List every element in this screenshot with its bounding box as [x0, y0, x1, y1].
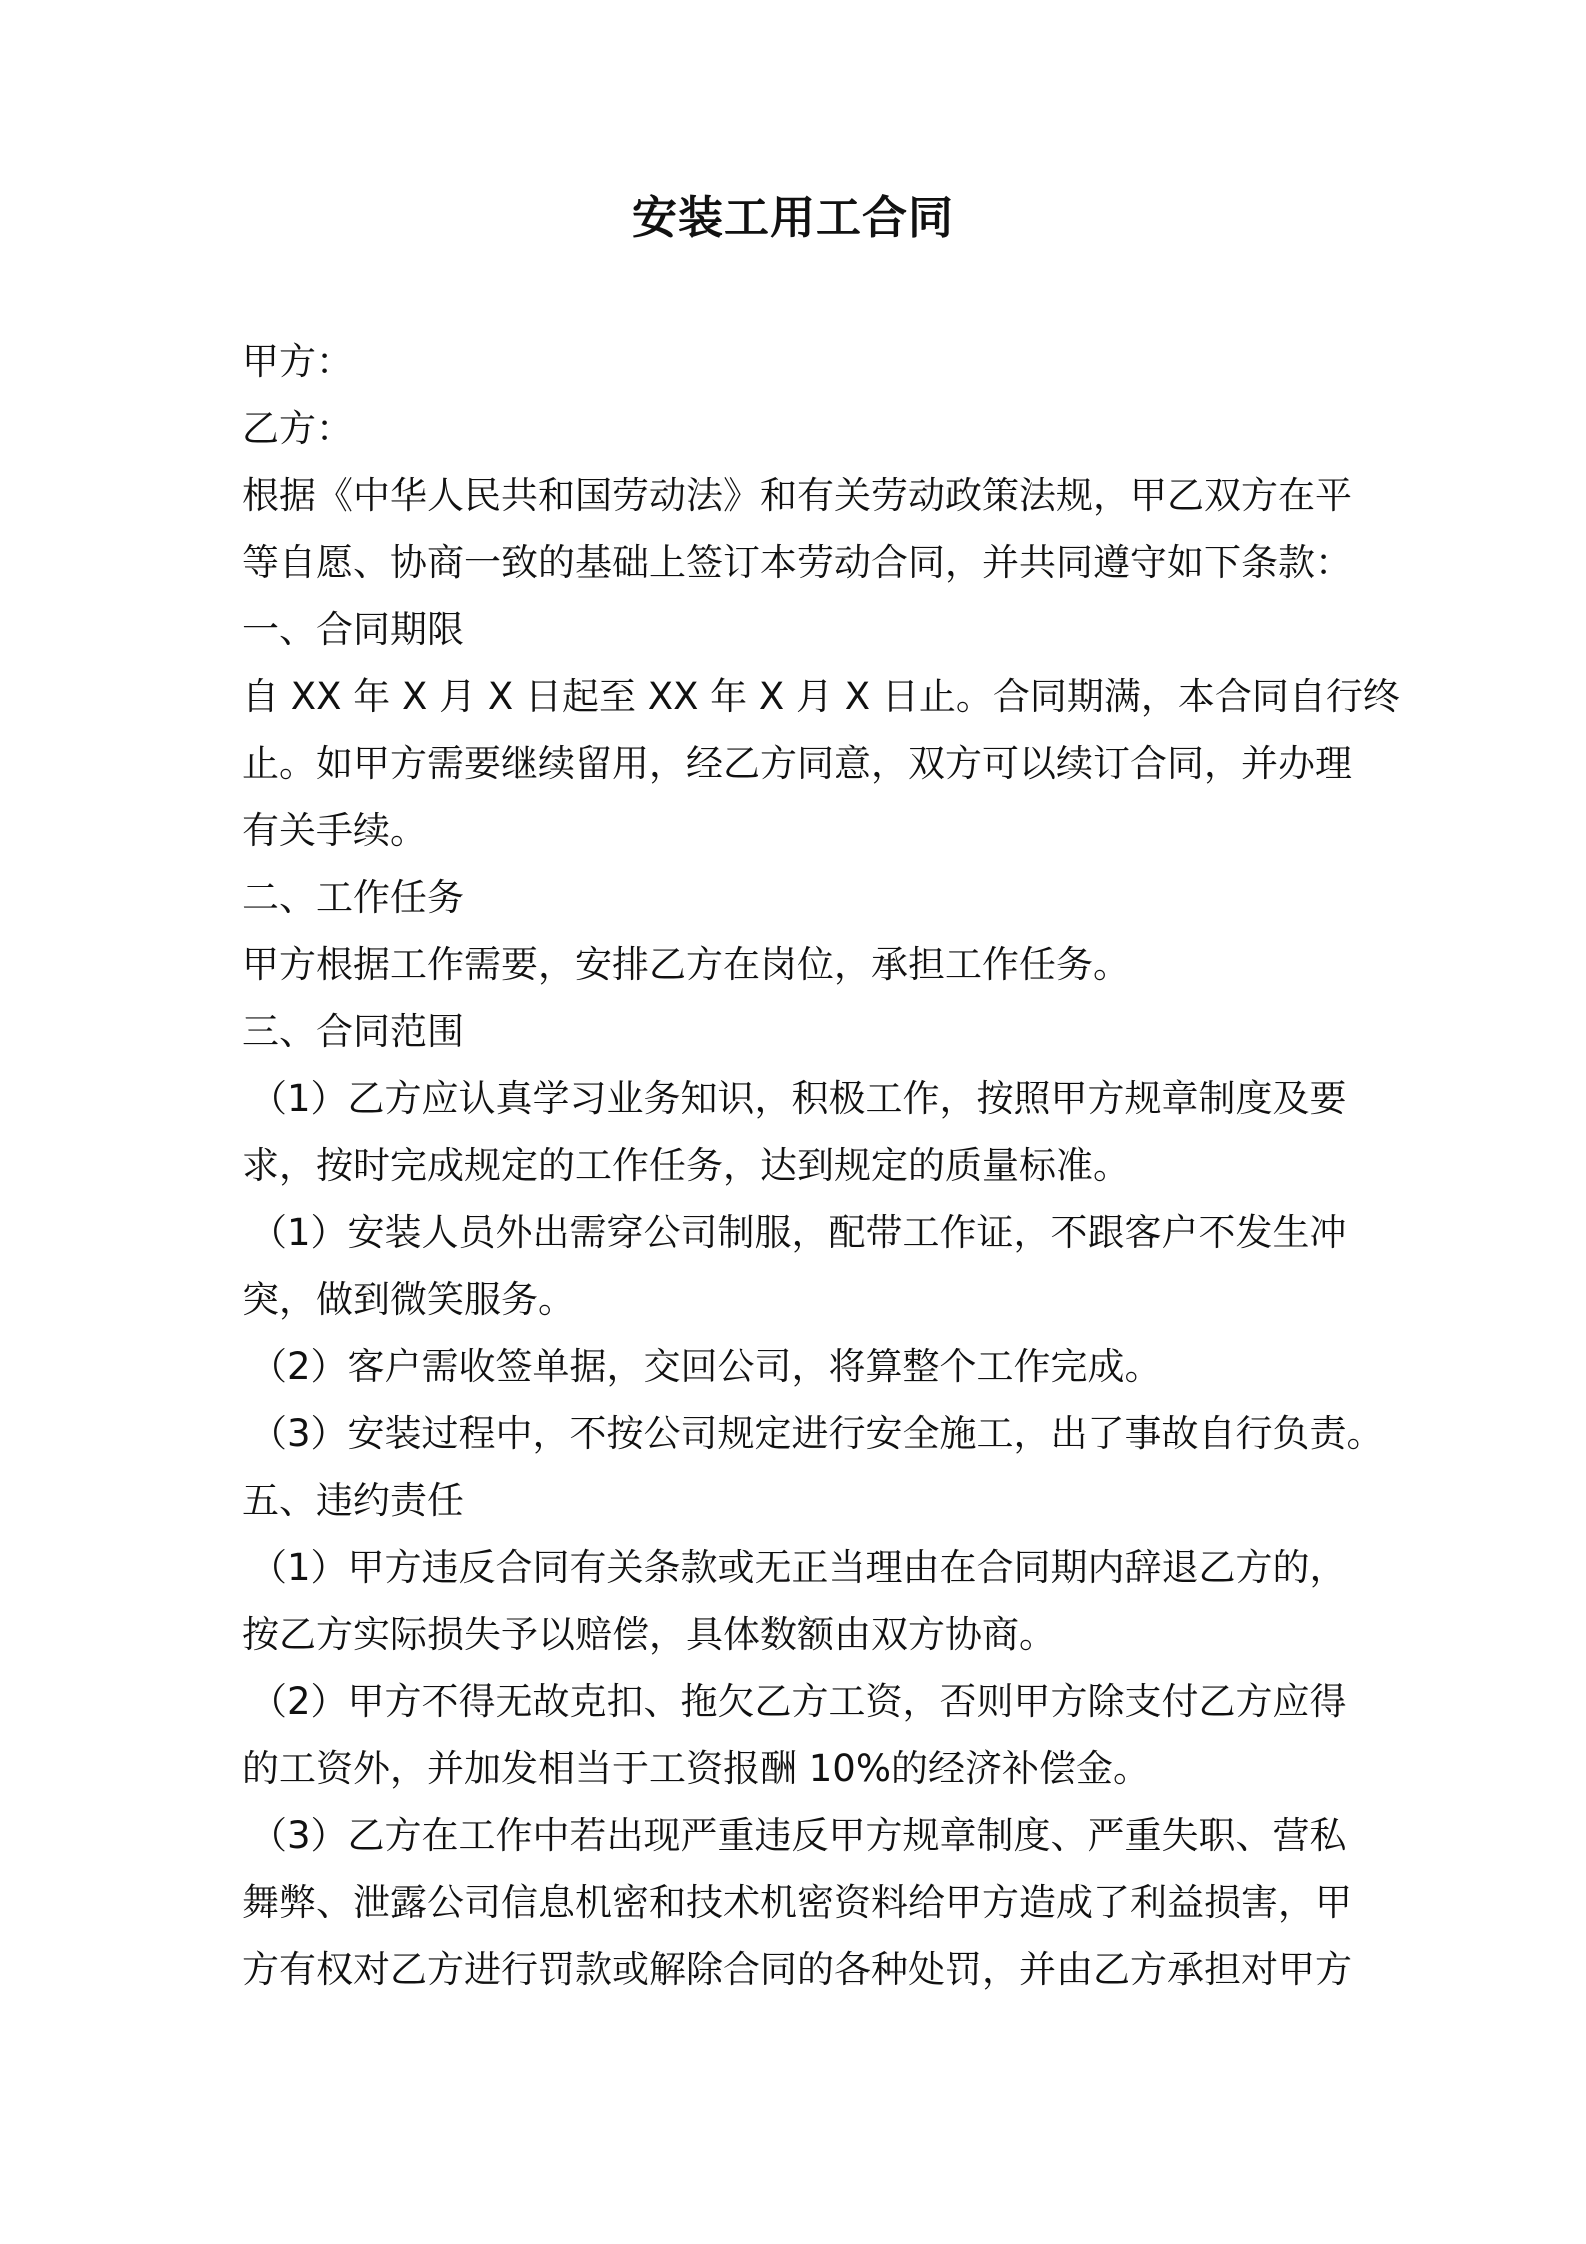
- scope-item-4-line: （3）安装过程中，不按公司规定进行安全施工，出了事故自行负责。: [250, 1412, 1384, 1455]
- term-text-line-1: 自 XX 年 X 月 X 日起至 XX 年 X 月 X 日止。合同期满，本合同自行终: [242, 675, 1400, 718]
- liability-item-3-line-3: 方有权对乙方进行罚款或解除合同的各种处罚，并由乙方承担对甲方: [242, 1948, 1352, 1991]
- task-text-line: 甲方根据工作需要，安排乙方在岗位，承担工作任务。: [242, 943, 1130, 986]
- scope-item-3-line: （2）客户需收签单据，交回公司，将算整个工作完成。: [250, 1345, 1162, 1388]
- section-heading-term: 一、合同期限: [242, 608, 464, 651]
- party-a-line: 甲方：: [242, 340, 353, 383]
- scope-item-1-line-2: 求，按时完成规定的工作任务，达到规定的质量标准。: [242, 1144, 1130, 1187]
- liability-item-2-line-1: （2）甲方不得无故克扣、拖欠乙方工资，否则甲方除支付乙方应得: [250, 1680, 1347, 1723]
- section-heading-task: 二、工作任务: [242, 876, 464, 919]
- liability-item-1-line-1: （1）甲方违反合同有关条款或无正当理由在合同期内辞退乙方的，: [250, 1546, 1347, 1589]
- party-b-line: 乙方：: [242, 407, 353, 450]
- contract-body: [242, 328, 1400, 2003]
- scope-item-1-line-1: （1）乙方应认真学习业务知识，积极工作，按照甲方规章制度及要: [250, 1077, 1347, 1120]
- preamble-line-1: 根据《中华人民共和国劳动法》和有关劳动政策法规，甲乙双方在平: [242, 474, 1352, 517]
- term-text-line-3: 有关手续。: [242, 809, 427, 852]
- section-heading-scope: 三、合同范围: [242, 1010, 464, 1053]
- term-text-line-2: 止。如甲方需要继续留用，经乙方同意，双方可以续订合同，并办理: [242, 742, 1352, 785]
- document-title: 安装工用工合同: [631, 191, 954, 244]
- scope-item-2-line-1: （1）安装人员外出需穿公司制服，配带工作证，不跟客户不发生冲: [250, 1211, 1347, 1254]
- liability-item-2-line-2: 的工资外，并加发相当于工资报酬 10%的经济补偿金。: [242, 1747, 1150, 1790]
- scope-item-2-line-2: 突，做到微笑服务。: [242, 1278, 575, 1321]
- liability-item-3-line-1: （3）乙方在工作中若出现严重违反甲方规章制度、严重失职、营私: [250, 1814, 1347, 1857]
- section-heading-liability: 五、违约责任: [242, 1479, 464, 1522]
- liability-item-3-line-2: 舞弊、泄露公司信息机密和技术机密资料给甲方造成了利益损害，甲: [242, 1881, 1352, 1924]
- liability-item-1-line-2: 按乙方实际损失予以赔偿，具体数额由双方协商。: [242, 1613, 1056, 1656]
- preamble-line-2: 等自愿、协商一致的基础上签订本劳动合同，并共同遵守如下条款：: [242, 541, 1352, 584]
